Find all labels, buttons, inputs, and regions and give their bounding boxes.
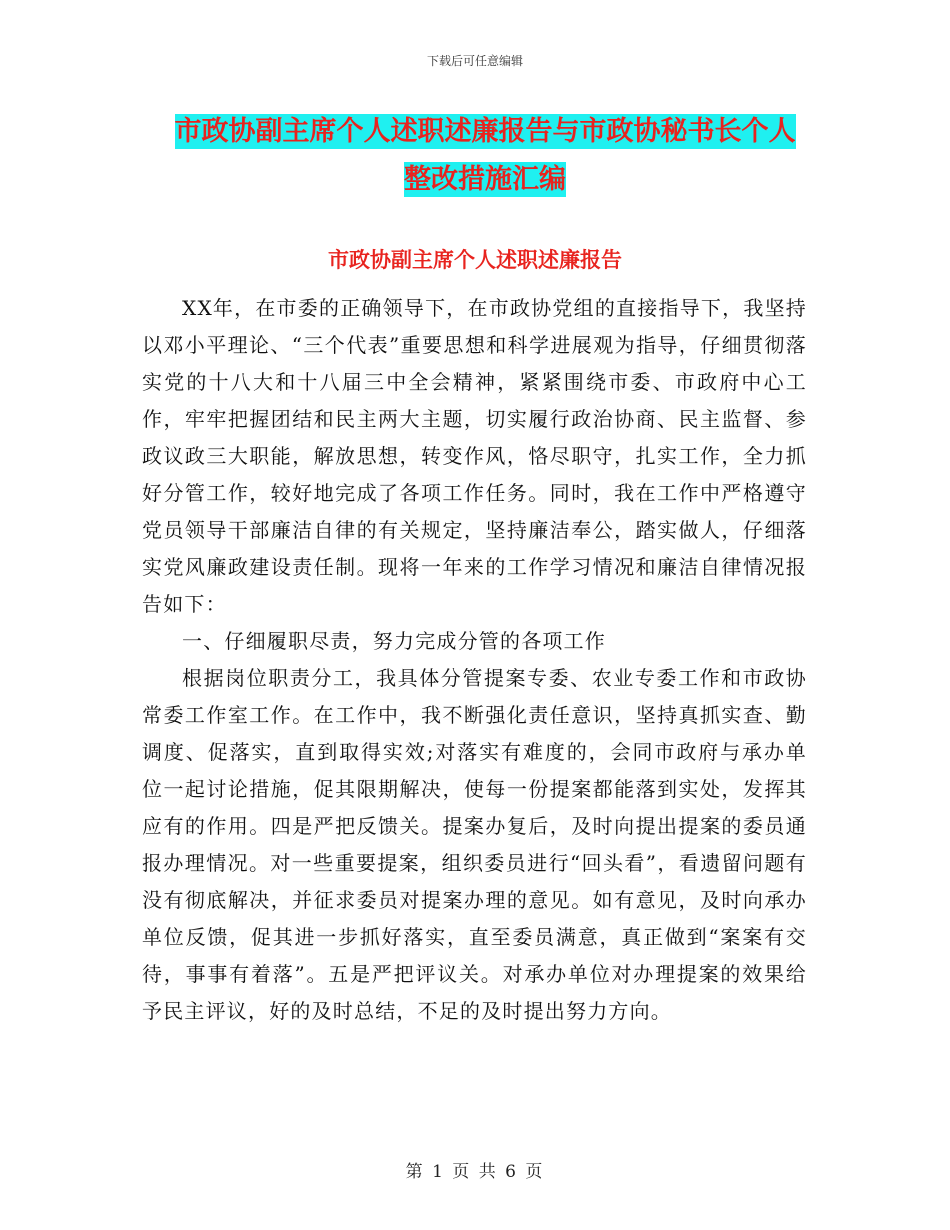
- document-title: [160, 108, 810, 204]
- page-number: 第 1 页 共 6 页: [405, 1162, 545, 1182]
- document-body: [142, 290, 807, 1030]
- document-title-line-2: 整改措施汇编: [404, 164, 566, 195]
- body-paragraph-heading: 一、仔细履职尽责，努力完成分管的各项工作: [182, 629, 606, 653]
- section-title: 市政协副主席个人述职述廉报告: [328, 248, 622, 272]
- document-title-line-1: 市政协副主席个人述职述廉报告与市政协秘书长个人: [174, 116, 796, 147]
- body-paragraph-1: XX年，在市委的正确领导下，在市政协党组的直接指导下，我坚持以邓小平理论、“三个代表”重要思想和科学进展观为指导，仔细贯彻落实党的十八大和十八届三中全会精神，紧紧围绕市委、市政府中心工作，牢牢把握团结和民主两大主题，切实履行政治协商、民主监督、参政议政三大职能，解放思想，转变作风，恪尽职守，扎实工作，全力抓好分管工作，较好地完成了各项工作任务。同时，我在工作中严格遵守党员领导干部廉洁自律的有关规定，坚持廉洁奉公，踏实做人，仔细落实党风廉政建设责任制。现将一年来的工作学习情况和廉洁自律情况报告如下：: [142, 296, 807, 616]
- page-header-note: 下载后可任意编辑: [426, 54, 523, 68]
- body-paragraph-2: 根据岗位职责分工，我具体分管提案专委、农业专委工作和市政协常委工作室工作。在工作中，我不断强化责任意识，坚持真抓实查、勤调度、促落实，直到取得实效;对落实有难度的，会同市政府与承办单位一起讨论措施，促其限期解决，使每一份提案都能落到实处，发挥其应有的作用。四是严把反馈关。提案办复后，及时向提出提案的委员通报办理情况。对一些重要提案，组织委员进行“回头看”，看遗留问题有没有彻底解决，并征求委员对提案办理的意见。如有意见，及时向承办单位反馈，促其进一步抓好落实，直至委员满意，真正做到“案案有交待，事事有着落”。五是严把评议关。对承办单位对办理提案的效果给予民主评议，好的及时总结，不足的及时提出努力方向。: [142, 666, 807, 1023]
